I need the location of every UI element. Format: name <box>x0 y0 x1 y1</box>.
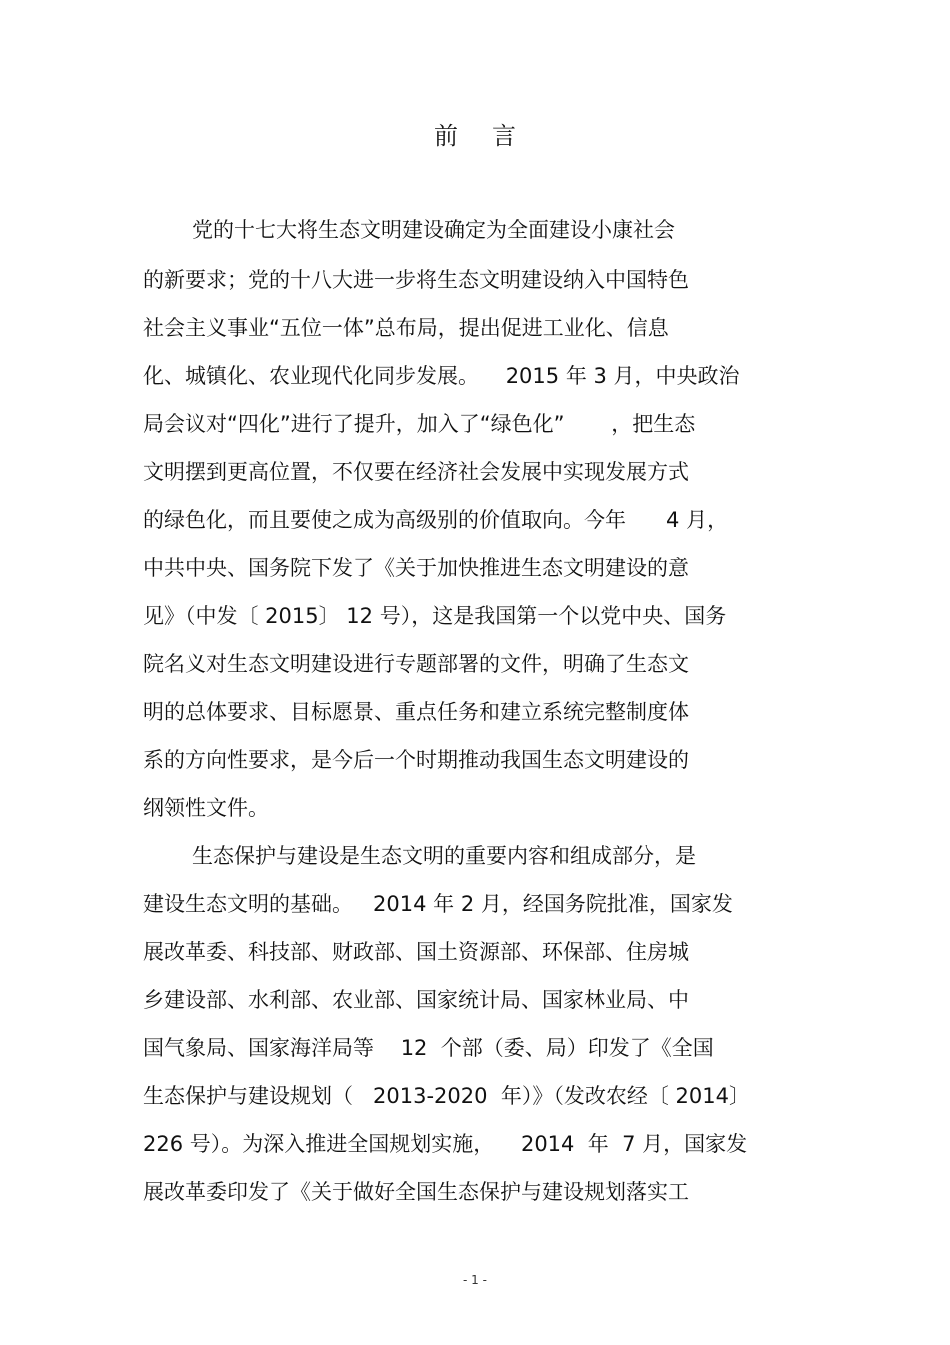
text-line: 文明摆到更高位置，不仅要在经济社会发展中实现发展方式 <box>143 460 689 484</box>
text-line: 生态保护与建设是生态文明的重要内容和组成部分，是 <box>192 844 696 868</box>
text-line: 生态保护与建设规划（ 2013-2020 年）》（发改农经〔 2014〕 <box>143 1084 750 1108</box>
text-line: 见》（中发〔 2015〕 12 号），这是我国第一个以党中央、国务 <box>143 604 727 628</box>
text-line: 社会主义事业“五位一体”总布局，提出促进工业化、信息 <box>143 316 669 340</box>
page-number: - 1 - <box>463 1273 487 1287</box>
text-line: 纲领性文件。 <box>143 796 269 820</box>
text-line: 院名义对生态文明建设进行专题部署的文件，明确了生态文 <box>143 652 689 676</box>
text-line: 中共中央、国务院下发了《关于加快推进生态文明建设的意 <box>143 556 689 580</box>
title-char-1: 前 <box>434 122 458 150</box>
title-char-2: 言 <box>492 122 516 150</box>
text-line: 226 号）。为深入推进全国规划实施， 2014 年 7 月，国家发 <box>143 1132 748 1156</box>
text-line: 国气象局、国家海洋局等 12 个部（委、局）印发了《全国 <box>143 1036 714 1060</box>
text-line: 的新要求；党的十八大进一步将生态文明建设纳入中国特色 <box>143 268 689 292</box>
text-line: 建设生态文明的基础。 2014 年 2 月，经国务院批准，国家发 <box>143 892 733 916</box>
text-line: 的绿色化，而且要使之成为高级别的价值取向。今年 4 月， <box>143 508 729 532</box>
text-line: 明的总体要求、目标愿景、重点任务和建立系统完整制度体 <box>143 700 689 724</box>
text-line: 系的方向性要求，是今后一个时期推动我国生态文明建设的 <box>143 748 689 772</box>
text-line: 党的十七大将生态文明建设确定为全面建设小康社会 <box>192 218 675 242</box>
page-title <box>0 118 950 154</box>
text-line: 乡建设部、水利部、农业部、国家统计局、国家林业局、中 <box>143 988 689 1012</box>
text-line: 化、城镇化、农业现代化同步发展。 2015 年 3 月，中央政治 <box>143 364 740 388</box>
text-line: 局会议对“四化”进行了提升，加入了“绿色化” ，把生态 <box>143 412 696 436</box>
text-line: 展改革委印发了《关于做好全国生态保护与建设规划落实工 <box>143 1180 689 1204</box>
text-line: 展改革委、科技部、财政部、国土资源部、环保部、住房城 <box>143 940 689 964</box>
